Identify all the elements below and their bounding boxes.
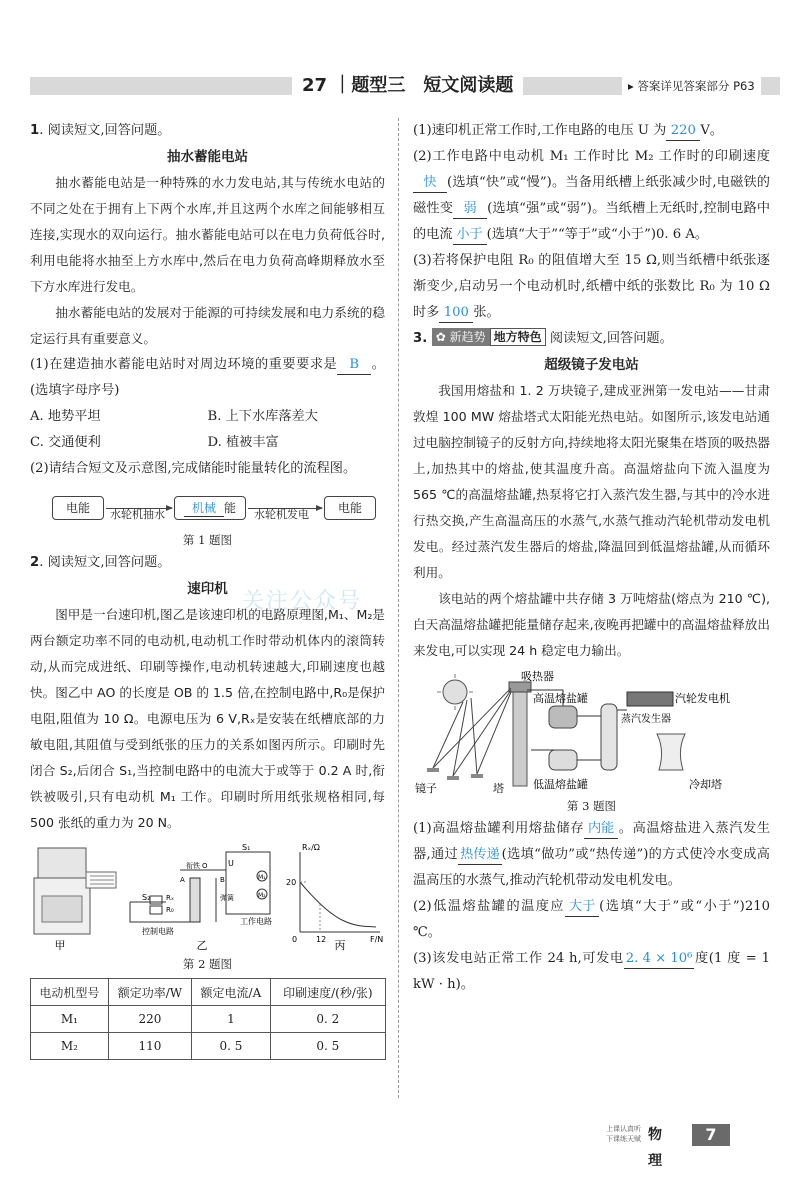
fig-label-u: U [228, 859, 234, 868]
watermark: 关注公众号 [242, 589, 363, 614]
fig-label-a: A [180, 876, 185, 884]
table-header: 电动机型号 [31, 979, 109, 1006]
column-divider [398, 118, 399, 1098]
q1-option: D. 植被丰富 [207, 435, 279, 450]
table-header-row [31, 979, 386, 1006]
flow-box-electric: 电能 [52, 496, 104, 520]
q3-sub3-text: 度(1 度 = 1 kW · h)。 [413, 951, 770, 992]
flow-box-answer: 机械 [184, 501, 224, 517]
q2-sub2-text: (选填“强”或“弱”)。当纸槽上无纸时,控制电路中的电流 [413, 201, 771, 242]
table-row [31, 1033, 386, 1060]
fig-label-armature: 衔铁 [186, 862, 200, 870]
q3-article-title: 超级镜子发电站 [544, 357, 639, 373]
q2-instruction: . 阅读短文,回答问题。 [39, 555, 171, 570]
q1-article-title: 抽水蓄能电站 [167, 149, 248, 165]
q2-number: 2 [30, 555, 40, 570]
fig-label-cooling: 冷却塔 [689, 778, 722, 791]
q3-caption: 第 3 题图 [566, 799, 617, 813]
q2-paragraph: 图甲是一台速印机,图乙是该速印机的电路原理图,M₁、M₂是两台额定功率不同的电动机,电动机工作时带动机体内的滚筒转动,从而完成进纸、印刷等操作,电动机转速越大,印刷速度也越快。图乙中 AO 的长度是 OB 的 1.5 倍,在控制电路中,R₀是保护电阻,阻值为 10 Ω。电源电压为 6 V,Rₓ是安装在纸槽底部的力敏电阻,其阻值与受到纸张的压力的关系如图丙所示。印刷时先闭合 S₂,后闭合 S₁,当控制电路中的电流大于或等于 0.2 A 时,衔铁被吸引,只有电动机 M₁ 工作。印刷时所用纸张规格相同,每 500 张纸的重力为 20 N。 [30, 607, 385, 830]
fig-label-hot-tank: 高温熔盐罐 [533, 692, 588, 705]
flow-box-mechanical [174, 496, 246, 520]
table-cell: M₂ [31, 1033, 109, 1060]
q2-sub1-answer: 220 [666, 122, 700, 141]
graph-y-axis-label: Rₓ/Ω [302, 843, 320, 852]
q2-article-title: 速印机 [187, 581, 228, 597]
q1-caption: 第 1 题图 [182, 533, 233, 547]
flow-arrow-pump [106, 508, 172, 521]
flow-arrow-label: 水轮机抽水 [110, 508, 165, 521]
fig-label-mirror: 镜子 [415, 782, 437, 795]
graph-tick-0: 0 [292, 935, 298, 944]
circuit-diagram [130, 852, 270, 922]
question-2 [30, 550, 385, 1060]
motor-table [30, 978, 386, 1060]
fig-label-o: O [202, 862, 208, 870]
page-number: 7 [692, 1124, 730, 1146]
energy-flow-diagram [30, 486, 385, 530]
local-tag: 地方特色 [490, 328, 546, 346]
question-3: 3. ✿ 新趋势 地方特色 阅读短文,回答问题。 超级镜子发电站 我国用熔盐和 1. 2 万块镜子,建成亚洲第一发电站——甘肃敦煌 100 MW 熔盐塔式太阳能光热电站。如图所示,该发电站通过电脑控制镜子的反射方向,持续地将太阳光聚集在塔顶的吸热器上,加热其中的熔盐,使其温度升高。高温熔盐向下流入温度为 565 ℃的高温熔盐罐,热泵将它打入蒸汽发生器,与其中的冷水进行热交换,产生高温高压的水蒸气,水蒸气推动汽轮机带动发电机发电。经过蒸汽发生器后的熔盐,降温回到低温熔盐罐,从而循环利用。 该电站的两个熔盐罐中共存储 3 万吨熔盐(熔点为 210 ℃),白天高温熔盐罐把能量储存起来,夜晚再把罐中的高温熔盐释放出来发电,可以实现 24 h 稳定电力输出。 吸热器 高温熔盐罐 低温熔盐罐 汽轮发电机 蒸汽发生器 镜子 塔 冷却塔 第 3 题图 (1)高温熔盐罐利用熔盐储存 内能 。高温熔盐进入蒸汽发生器,通过 热传递 (选填“做功”或“热传递”)的方式使冷水变成高温高压的水蒸气,推动汽轮机带动发电机发电。 (2)低温熔盐罐的温度应 大于 (选填“大于”或“小于”)210 ℃。 (3)该发电站正常工作 24 h,可发电 2. 4 × 10⁶ 度(1 度 = 1 kW · h)。 [413, 330, 771, 992]
table-cell: 110 [108, 1033, 191, 1060]
q3-sub3-answer: 2. 4 × 10⁶ [624, 950, 695, 969]
q3-sub1-text: (1)高温熔盐罐利用熔盐储存 [413, 821, 585, 836]
q2-sub3-tail: 张。 [473, 305, 500, 320]
fig-label-spring: 弹簧 [220, 894, 234, 902]
q2-sub2-answer-3: 小于 [453, 226, 487, 245]
q2-sub2-text: (选填“大于”“等于”或“小于”)0. 6 A。 [486, 227, 709, 242]
table-cell: 1 [192, 1006, 271, 1033]
fig-label-cold-tank: 低温熔盐罐 [533, 778, 588, 791]
q3-instruction: 阅读短文,回答问题。 [549, 331, 673, 346]
q3-paragraph: 该电站的两个熔盐罐中共存储 3 万吨熔盐(熔点为 210 ℃),白天高温熔盐罐把能量储存起来,夜晚再把罐中的高温熔盐释放出来发电,可以实现 24 h 稳定电力输出。 [413, 591, 770, 658]
flow-arrow-generate [248, 508, 322, 521]
table-cell: 0. 5 [192, 1033, 271, 1060]
q2-figure [30, 842, 386, 954]
footer-subject: 物理 [648, 1127, 662, 1169]
q2-sub2-text: (选填“快”或“慢”)。当备用纸槽上纸张减少时,电磁铁的磁性变 [413, 175, 770, 216]
q3-sub1-text: (选填“做功”或“热传递”)的方式使冷水变成高温高压的水蒸气,推动汽轮机带动发电机发电。 [413, 847, 770, 888]
q1-sub1-tail: 。(选填字母序号) [30, 357, 385, 398]
fig-label-b: B [220, 876, 225, 884]
table-header: 额定功率/W [108, 979, 191, 1006]
table-header: 印刷速度/(秒/张) [270, 979, 385, 1006]
q1-number: 1 [30, 123, 40, 138]
fig-label-steam-gen: 蒸汽发生器 [621, 714, 671, 725]
q3-sub1-answer-1: 内能 [584, 820, 618, 839]
q1-options [30, 404, 385, 456]
table-row [31, 1006, 386, 1033]
q3-sub1-answer-2: 热传递 [458, 846, 502, 865]
fig-label-yi: 乙 [196, 939, 208, 952]
fig-label-r0: R₀ [166, 906, 174, 914]
q2-sub2-answer-2: 弱 [453, 200, 487, 219]
q3-sub3-text: (3)该发电站正常工作 24 h,可发电 [413, 951, 624, 966]
right-column [413, 118, 770, 998]
flow-arrow-label: 水轮机发电 [254, 508, 309, 521]
q2-sub2-text: (2)工作电路中电动机 M₁ 工作时比 M₂ 工作时的印刷速度 [413, 149, 770, 164]
flow-box-electric-out: 电能 [324, 496, 376, 520]
q1-paragraph: 抽水蓄能电站的发展对于能源的可持续发展和电力系统的稳定运行具有重要意义。 [30, 305, 385, 346]
q3-number: 3 [413, 331, 423, 346]
fig-label-control: 控制电路 [142, 927, 174, 936]
q1-sub1-answer: B [337, 356, 371, 375]
q1-sub2-text: (2)请结合短文及示意图,完成储能时能量转化的流程图。 [30, 461, 357, 476]
printer-illustration [34, 848, 116, 934]
fig-label-s2: S₂ [142, 893, 151, 902]
question-2-subquestions [413, 118, 770, 326]
table-cell: 0. 2 [270, 1006, 385, 1033]
table-cell: M₁ [31, 1006, 109, 1033]
q2-sub1-tail: V。 [700, 123, 724, 138]
left-column [30, 118, 385, 1060]
trend-tag: ✿ 新趋势 [432, 328, 490, 346]
fig-label-s1: S₁ [242, 843, 251, 852]
graph-tick-12: 12 [316, 935, 327, 944]
header-title: 27 ｜题型三 短文阅读题 [292, 74, 523, 98]
q3-sub2-text: (选填“大于”或“小于”)210 ℃。 [413, 899, 770, 940]
q1-option: A. 地势平坦 [30, 409, 101, 424]
solar-plant-illustration [427, 674, 685, 786]
q2-sub3-text: (3)若将保护电阻 R₀ 的阻值增大至 15 Ω,则当纸槽中纸张逐渐变少,启动另一个电动机时,纸槽中纸的张数比 R₀ 为 10 Ω 时多 [413, 253, 770, 320]
q3-sub1-text: 。高温熔盐进入蒸汽发生器,通过 [413, 821, 771, 862]
q2-sub3-answer: 100 [439, 304, 473, 323]
table-cell: 220 [108, 1006, 191, 1033]
fig-label-work: 工作电路 [240, 917, 272, 926]
q2-sub2-answer-1: 快 [413, 174, 447, 193]
question-1 [30, 118, 385, 550]
q1-option: C. 交通便利 [30, 435, 101, 450]
table-header: 额定电流/A [192, 979, 271, 1006]
graph-x-axis-label: F/N [370, 935, 384, 944]
q1-option: B. 上下水库落差大 [207, 409, 318, 424]
fig-label-bing: 丙 [334, 939, 346, 952]
footer-slogan: 上课认真听 下课练天赋 [606, 1125, 641, 1143]
answer-reference: ▸ 答案详见答案部分 P63 [622, 77, 761, 95]
q1-instruction: . 阅读短文,回答问题。 [39, 123, 171, 138]
q2-caption: 第 2 题图 [182, 957, 233, 971]
q3-paragraph: 我国用熔盐和 1. 2 万块镜子,建成亚洲第一发电站——甘肃敦煌 100 MW 熔盐塔式太阳能光热电站。如图所示,该发电站通过电脑控制镜子的反射方向,持续地将太阳光聚集在塔顶的吸热器上,加热其中的熔盐,使其温度升高。高温熔盐向下流入温度为 565 ℃的高温熔盐罐,热泵将它打入蒸汽发生器,与其中的冷水进行热交换,产生高温高压的水蒸气,水蒸气推动汽轮机带动发电机发电。经过蒸汽发生器后的熔盐,降温回到低温熔盐罐,从而循环利用。 [413, 383, 770, 580]
fig-label-jia: 甲 [54, 939, 66, 952]
fig-label-rf: Rₓ [166, 894, 174, 902]
q1-paragraph: 抽水蓄能电站是一种特殊的水力发电站,其与传统水电站的不同之处在于拥有上下两个水库,并且这两个水库之间能够相互连接,实现水的双向运行。抽水蓄能电站可以在电力负荷低谷时,利用电能将水抽至上方水库中,然后在电力负荷高峰期释放水至下方水库进行发电。 [30, 175, 385, 294]
resistance-force-graph [300, 852, 380, 932]
fig-label-m2: M₂ [258, 892, 266, 899]
q3-figure [413, 670, 770, 796]
q2-sub1-text: (1)速印机正常工作时,工作电路的电压 U 为 [413, 123, 667, 138]
page-header [30, 74, 780, 98]
q1-sub1-text: (1)在建造抽水蓄能电站时对周边环境的重要要求是 [30, 357, 338, 372]
graph-tick-20: 20 [286, 878, 297, 887]
flow-box-suffix: 能 [223, 501, 236, 515]
q3-sub2-text: (2)低温熔盐罐的温度应 [413, 899, 566, 914]
q3-sub2-answer: 大于 [565, 898, 599, 917]
fig-label-absorber: 吸热器 [521, 670, 554, 683]
table-cell: 0. 5 [270, 1033, 385, 1060]
fig-label-turbine: 汽轮发电机 [675, 692, 730, 705]
fig-label-m1: M₁ [258, 874, 266, 881]
fig-label-tower: 塔 [493, 782, 504, 795]
